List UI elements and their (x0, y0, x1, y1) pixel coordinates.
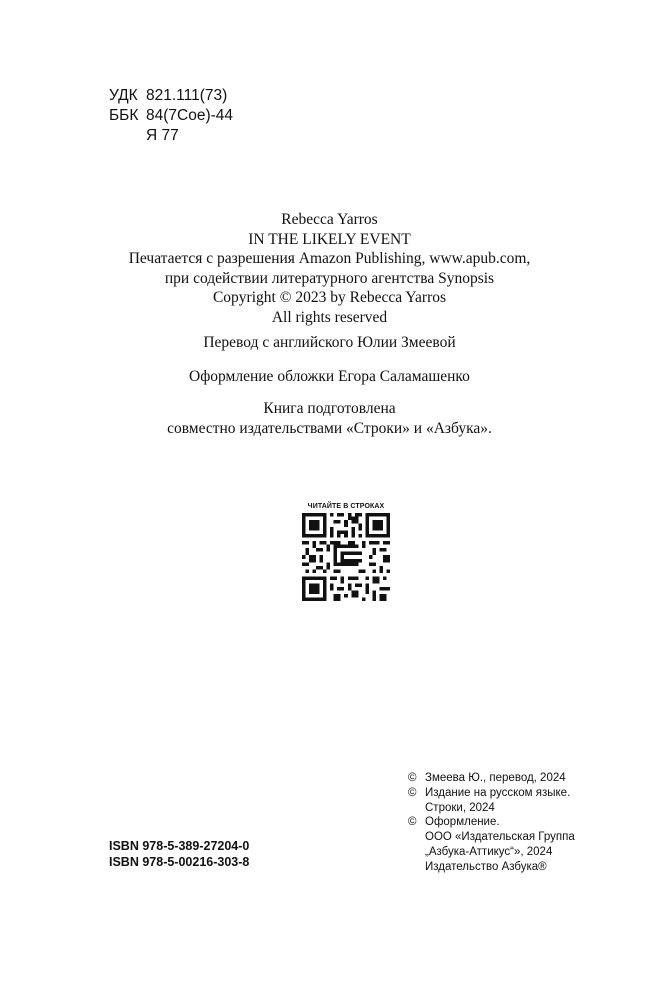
author-mark-row (109, 126, 233, 146)
udk-value: 821.111(73) (146, 87, 228, 104)
copyright-icon: © (408, 816, 417, 829)
copyright-text: Издание на русском языке. (425, 786, 571, 799)
cover-design-credit: Оформление обложки Егора Саламашенко (189, 368, 470, 385)
isbn-2: ISBN 978-5-00216-303-8 (109, 855, 250, 869)
copyright-entry-translation (408, 771, 575, 786)
copyright-text: Издательство Азбука® (425, 860, 547, 873)
copyright-entry-edition (408, 786, 575, 816)
copyright-text: ООО «Издательская Группа (425, 831, 575, 844)
copyright-line: Copyright © 2023 by Rebecca Yarros (212, 289, 447, 306)
classification-block (109, 86, 233, 146)
copyright-text: Оформление. (425, 816, 500, 829)
permission-line-2: при содействии литературного агентства Synopsis (164, 269, 495, 287)
bbk-row (109, 106, 233, 126)
isbn-1: ISBN 978-5-389-27204-0 (109, 839, 250, 853)
credits-block (0, 210, 659, 327)
original-author: Rebecca Yarros (281, 211, 378, 228)
copyright-text: Змеева Ю., перевод, 2024 (425, 772, 566, 784)
author-mark: Я 77 (146, 127, 179, 144)
qr-caption: ЧИТАЙТЕ В СТРОКАХ (307, 503, 385, 510)
bbk-value: 84(7Сое)-44 (146, 107, 234, 124)
copyright-icon: © (408, 772, 417, 784)
copyright-entry-design (408, 815, 575, 874)
qr-block (302, 503, 390, 601)
copyright-text: „Азбука-Аттикус“», 2024 (425, 845, 553, 858)
udk-label: УДК (109, 87, 138, 104)
isbn-block (109, 838, 249, 870)
udk-row (109, 86, 233, 106)
copyright-notices (408, 771, 575, 875)
rights-line: All rights reserved (271, 308, 388, 326)
permission-line-1: Печатается с разрешения Amazon Publishing, www.apub.com, (128, 250, 531, 267)
copyright-icon: © (408, 786, 417, 799)
copyright-text: Строки, 2024 (425, 801, 495, 814)
bbk-label: ББК (109, 107, 139, 124)
publishers-note-line-2: совместно издательствами «Строки» и «Азбука». (167, 419, 492, 437)
original-title: IN THE LIKELY EVENT (248, 230, 411, 248)
translator-credit: Перевод с английского Юлии Змеевой (203, 334, 456, 351)
publishers-note-line-1: Книга подготовлена (263, 400, 396, 417)
qr-code-icon[interactable] (302, 513, 390, 601)
publishers-note (0, 399, 659, 438)
